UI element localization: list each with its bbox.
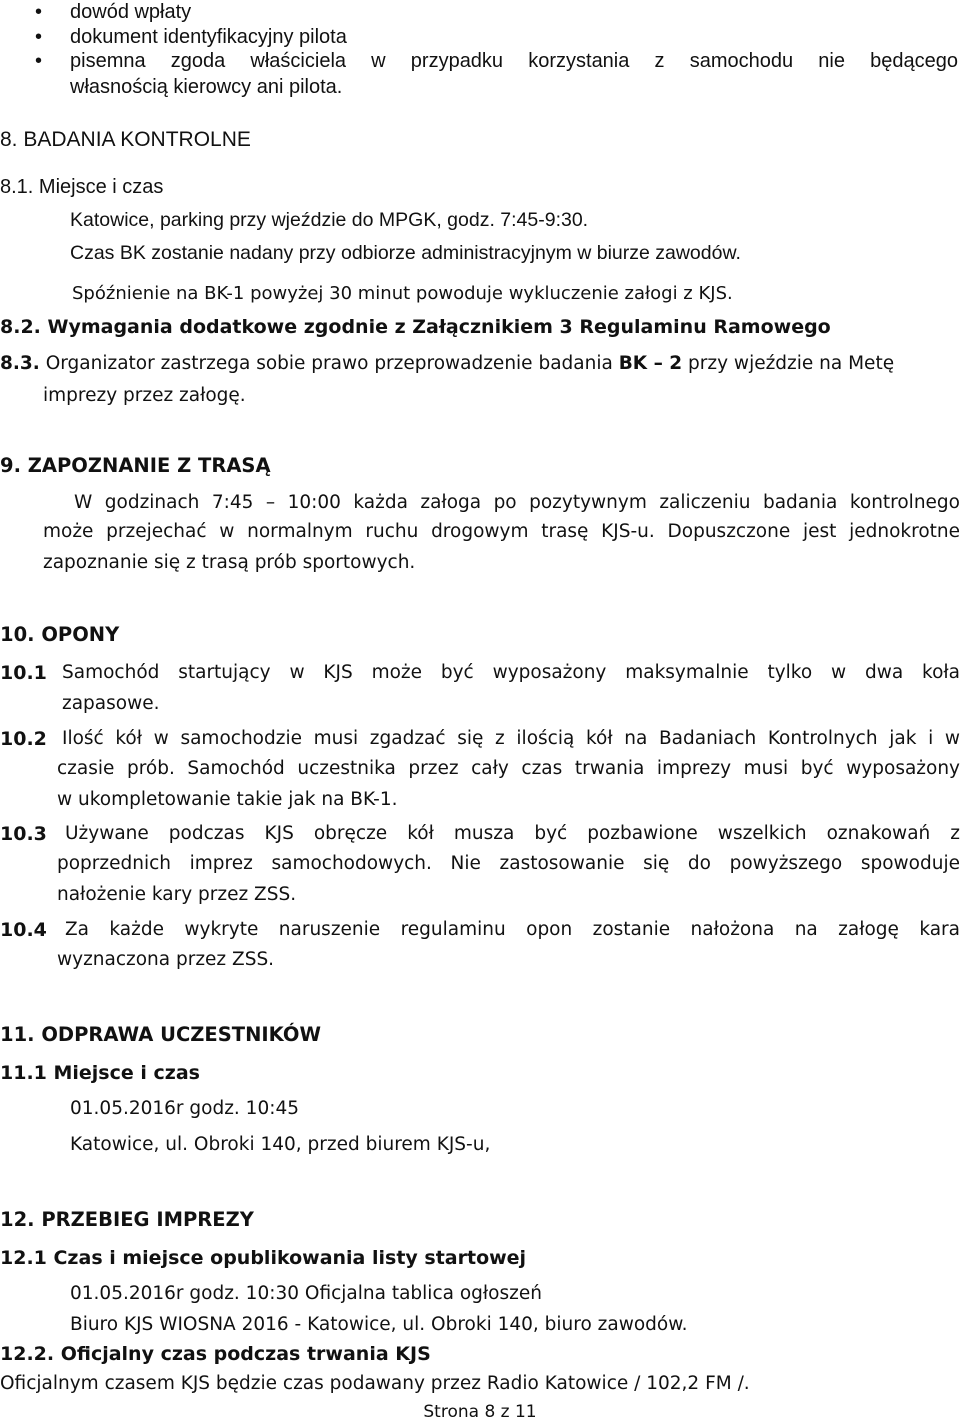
section-10-4-line: wyznaczona przez ZSS.: [57, 949, 275, 970]
section-12-1-line: 01.05.2016r godz. 10:30 Oficjalna tablica ogłoszeń: [70, 1283, 542, 1304]
section-9-line: może przejechać w normalnym ruchu drogowym trasę KJS-u. Dopuszczone jest jednokrotne: [43, 521, 960, 542]
section-8-3-text: przy wjeździe na Metę: [688, 353, 895, 374]
section-10-1-line: zapasowe.: [62, 693, 160, 714]
section-10-4-num: 10.4: [0, 919, 47, 941]
section-12-1-heading: 12.1 Czas i miejsce opublikowania listy startowej: [0, 1247, 527, 1269]
section-8-3-text: Organizator zastrzega sobie prawo przeprowadzenie badania: [45, 353, 613, 374]
section-8-3-num: 8.3.: [0, 353, 40, 374]
section-10-2-line: czasie prób. Samochód uczestnika przez cały czas trwania imprezy musi być wyposażony: [57, 758, 960, 779]
section-8-1-line: Czas BK zostanie nadany przy odbiorze administracyjnym w biurze zawodów.: [70, 242, 741, 264]
section-8-heading: 8. BADANIA KONTROLNE: [0, 128, 251, 151]
section-8-3-bk: BK – 2: [618, 353, 683, 374]
section-10-1-num: 10.1: [0, 662, 47, 684]
section-11-1-line: Katowice, ul. Obroki 140, przed biurem KJS-u,: [70, 1134, 491, 1155]
section-8-1-heading: 8.1. Miejsce i czas: [0, 176, 164, 198]
list-item: • dokument identyfikacyjny pilota: [70, 22, 347, 52]
section-8-1-line: Spóźnienie na BK-1 powyżej 30 minut powoduje wykluczenie załogi z KJS.: [72, 283, 733, 304]
section-10-3-line: nałożenie kary przez ZSS.: [57, 884, 297, 905]
section-12-heading: 12. PRZEBIEG IMPREZY: [0, 1208, 254, 1231]
section-11-heading: 11. ODPRAWA UCZESTNIKÓW: [0, 1023, 321, 1046]
section-12-1-line: Biuro KJS WIOSNA 2016 - Katowice, ul. Obroki 140, biuro zawodów.: [70, 1314, 688, 1335]
section-10-3-num: 10.3: [0, 823, 47, 845]
section-12-2-line: Oficjalnym czasem KJS będzie czas podawany przez Radio Katowice / 102,2 FM /.: [0, 1373, 750, 1394]
section-10-heading: 10. OPONY: [0, 623, 120, 646]
section-12-2-heading: 12.2. Oficjalny czas podczas trwania KJS: [0, 1343, 431, 1365]
page-number: Strona 8 z 11: [423, 1402, 537, 1422]
section-8-3-line: imprezy przez załogę.: [43, 385, 246, 406]
section-10-1-line: Samochód startujący w KJS może być wyposażony maksymalnie tylko w dwa koła: [62, 662, 960, 683]
section-11-1-line: 01.05.2016r godz. 10:45: [70, 1098, 300, 1119]
section-10-4-line: Za każde wykryte naruszenie regulaminu opon zostanie nałożona na załogę kara: [65, 919, 960, 940]
list-item: • dowód wpłaty: [70, 0, 191, 27]
section-10-2-line: w ukompletowanie takie jak na BK-1.: [57, 789, 398, 810]
section-10-3-line: Używane podczas KJS obręcze kół musza być pozbawione wszelkich oznakowań z: [65, 823, 960, 844]
section-8-2: 8.2. Wymagania dodatkowe zgodnie z Załącznikiem 3 Regulaminu Ramowego: [0, 316, 831, 338]
section-8-1-line: Katowice, parking przy wjeździe do MPGK, godz. 7:45-9:30.: [70, 209, 589, 231]
list-item: • pisemna zgoda właściciela w przypadku korzystania z samochodu nie będącego: [70, 46, 958, 76]
section-10-2-num: 10.2: [0, 728, 47, 750]
section-8-3: [0, 349, 894, 379]
section-11-1-heading: 11.1 Miejsce i czas: [0, 1062, 200, 1084]
section-9-line: W godzinach 7:45 – 10:00 każda załoga po pozytywnym zaliczeniu badania kontrolnego: [74, 492, 960, 513]
section-10-3-line: poprzednich imprez samochodowych. Nie zastosowanie się do powyższego spowoduje: [57, 853, 960, 874]
list-item-continuation: własnością kierowcy ani pilota.: [70, 76, 343, 98]
section-10-2-line: Ilość kół w samochodzie musi zgadzać się z ilością kół na Badaniach Kontrolnych jak i w: [62, 728, 960, 749]
section-9-line: zapoznanie się z trasą prób sportowych.: [43, 552, 416, 573]
section-9-heading: 9. ZAPOZNANIE Z TRASĄ: [0, 454, 271, 477]
